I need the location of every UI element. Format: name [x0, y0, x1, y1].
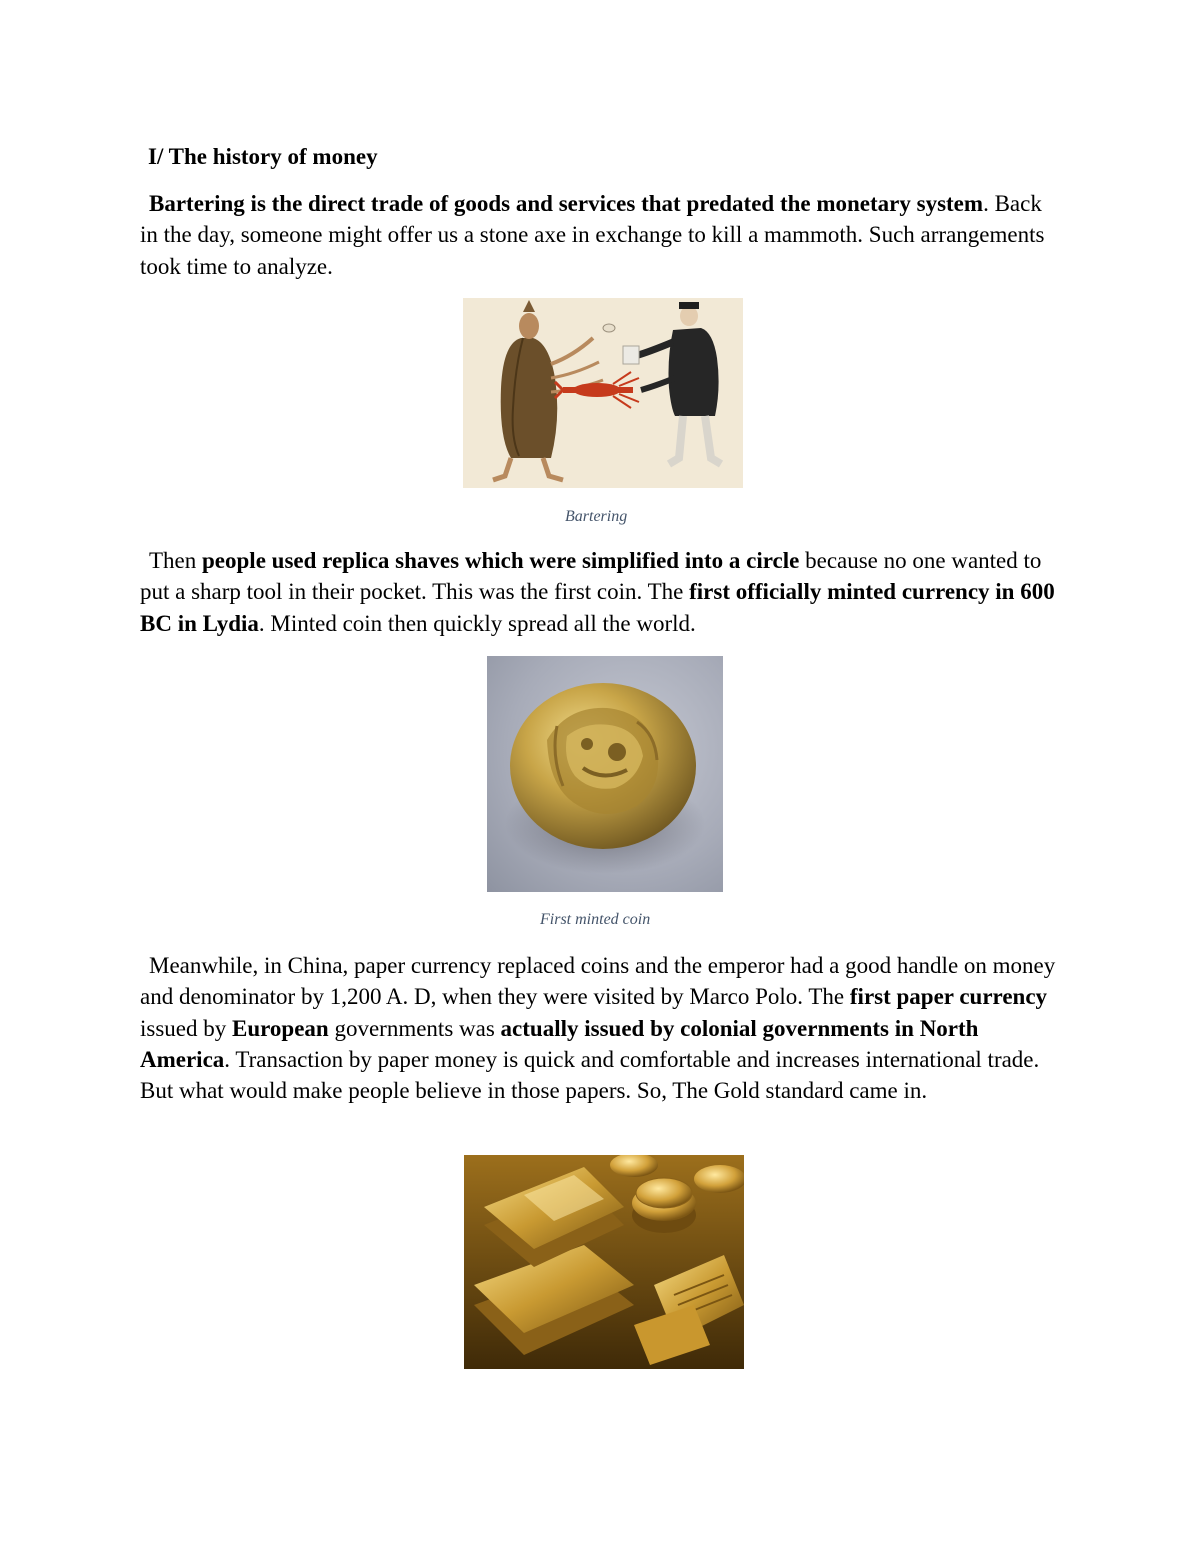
plain-text: . Back in the day, someone might offer us a stone axe in exchange to kill a mammoth. Such arrangements took time to analyze. [140, 191, 1045, 279]
gold-bars-coins-photo [464, 1155, 744, 1369]
plain-text: Then [149, 548, 203, 573]
bold-text: first paper currency [849, 984, 1048, 1010]
bold-text: first officially minted currency in 600 BC in Lydia [140, 579, 1055, 636]
bartering-illustration [463, 298, 743, 488]
bold-text: people used replica shaves which were simplified into a circle [202, 548, 800, 573]
section-heading: I/ The history of money [148, 144, 378, 169]
plain-text: . Minted coin then quickly spread all the world. [258, 610, 696, 636]
figure-caption: Bartering [565, 508, 628, 525]
paragraph-bartering [140, 188, 1060, 282]
bold-text: actually issued by colonial governments in North America [140, 1015, 979, 1072]
plain-text: because no one wanted to put a sharp tool in their pocket. This was the first coin. The [140, 548, 1042, 605]
figure-caption: First minted coin [540, 911, 651, 928]
paragraph-first-coin [140, 545, 1060, 639]
lydian-coin-photo [487, 656, 723, 892]
bold-text: Bartering is the direct trade of goods and services that predated the monetary system [149, 191, 984, 216]
paragraph-paper-currency [140, 950, 1060, 1106]
plain-text: . Transaction by paper money is quick and comfortable and increases international trade. But what would make people believe in those papers. So, The Gold standard came in. [140, 1046, 1040, 1104]
bold-text: European [232, 1015, 329, 1041]
plain-text: Meanwhile, in China, paper currency replaced coins and the emperor had a good handle on money and denominator by 1,200 A. D, when they were visited by Marco Polo. The [140, 953, 1056, 1010]
plain-text: issued by [140, 1015, 232, 1041]
plain-text: governments was [328, 1015, 501, 1041]
